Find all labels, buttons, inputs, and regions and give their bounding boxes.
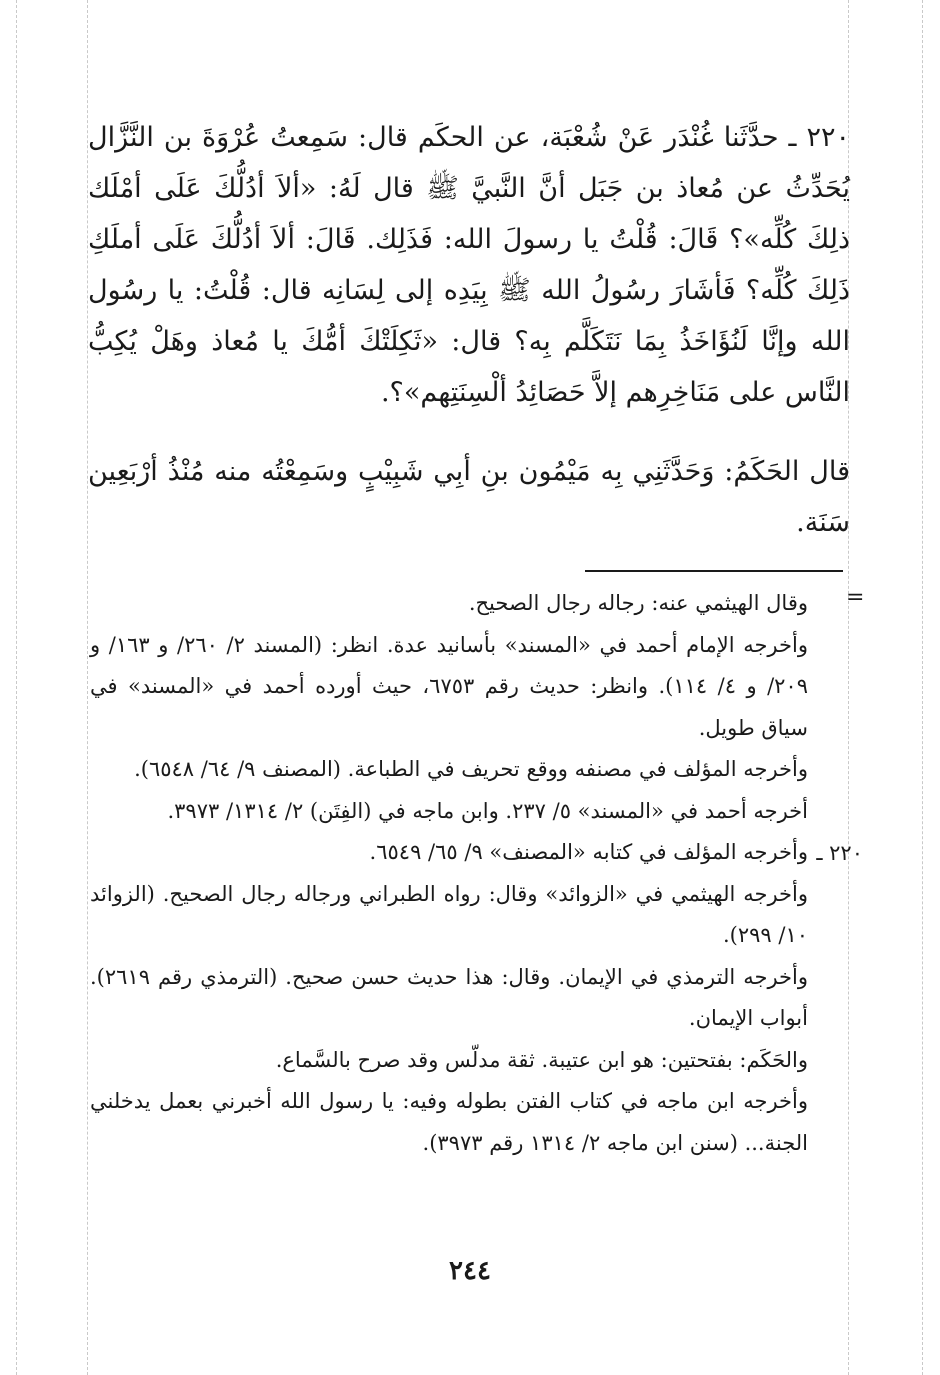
continuation-mark: =: [846, 585, 865, 610]
footnote-line: وقال الهيثمي عنه: رجاله رجال الصحيح.: [468, 591, 808, 615]
hakam-paragraph: قال الحَكَمُ: وَحَدَّثَنِي بِه مَيْمُون بنِ أبِي شَبِيْبٍ وسَمِعْتُه منه مُنْذُ أرْبَعِين سَنَة.: [88, 456, 850, 538]
footnote-line: وأخرجه الترمذي في الإيمان. وقال: هذا حديث حسن صحيح. (الترمذي رقم ٢٦١٩). أبواب الإيمان.: [90, 964, 808, 1030]
footnote-line: وأخرجه الهيثمي في «الزوائد» وقال: رواه الطبراني ورجاله رجال الصحيح. (الزوائد ١٠/ ٢٩٩).: [90, 881, 808, 947]
footnote-separator: [585, 570, 843, 572]
footnote-number: ٢٢٠ ـ: [816, 841, 863, 865]
footnotes: [90, 583, 808, 1164]
scan-guide-line: [16, 0, 17, 1375]
main-text: [88, 112, 850, 548]
footnote-line: وأخرجه المؤلف في كتابه «المصنف» ٩/ ٦٥/ ٦٥٤٩.: [369, 840, 808, 864]
footnote-line: أخرجه أحمد في «المسند» ٥/ ٢٣٧. وابن ماجه في (الفِتَن) ٢/ ١٣١٤/ ٣٩٧٣.: [167, 798, 808, 823]
footnote-line: وأخرجه ابن ماجه في كتاب الفتن بطوله وفيه: يا رسول الله أخبرني بعمل يدخلني الجنة... (سنن ابن ماجه ٢/ ١٣١٤ رقم ٣٩٧٣).: [90, 1089, 808, 1155]
page-number: ٢٤٤: [449, 1256, 491, 1286]
footnote-line: وأخرجه المؤلف في مصنفه ووقع تحريف في الطباعة. (المصنف ٩/ ٦٤/ ٦٥٤٨).: [134, 757, 808, 781]
footnote-line: والحَكَم: بفتحتين: هو ابن عتيبة. ثقة مدلّس وقد صرح بالسَّماع.: [275, 1047, 808, 1072]
scan-guide-line: [922, 0, 923, 1375]
hadith-paragraph: ٢٢٠ ـ حدَّثَنا غُنْدَر عَنْ شُعْبَة، عن الحكَم قال: سَمِعتُ عُرْوَةَ بن النَّزَّال يُحَدِّثُ عن مُعاذ بن جَبَل أنَّ النَّبيَّ ﷺ قال لَهُ: «ألاَ أدُلُّكَ عَلَى أمْلَك ذلِكَ كُلِّه»؟ قَالَ: قُلْتُ يا رسولَ الله: فَذَلِك. قَالَ: ألاَ أدُلُّكَ عَلَى أملَكِ ذَلِكَ كُلِّه؟ فَأشَارَ رسُولُ الله ﷺ بِيَدِه إلى لِسَانِه قال: قُلْتُ: يا رسُول الله وإنَّا لَنُؤَاخَذُ بِمَا نَتَكَلَّم بِه؟ قال: «ثَكِلَتْكَ أمُّكَ يا مُعاذ وهَلْ يُكِبُّ النَّاس على مَنَاخِرِهم إلاَّ حَصَائِدُ ألْسِنَتِهم»؟.: [88, 122, 850, 408]
footnote-line: وأخرجه الإمام أحمد في «المسند» بأسانيد عدة. انظر: (المسند ٢/ ٢٦٠/ و ١٦٣/ و ٢٠٩/ و ٤/ ١١٤). وانظر: حديث رقم ٦٧٥٣، حيث أورده أحمد في «المسند» في سياق طويل.: [90, 632, 808, 740]
